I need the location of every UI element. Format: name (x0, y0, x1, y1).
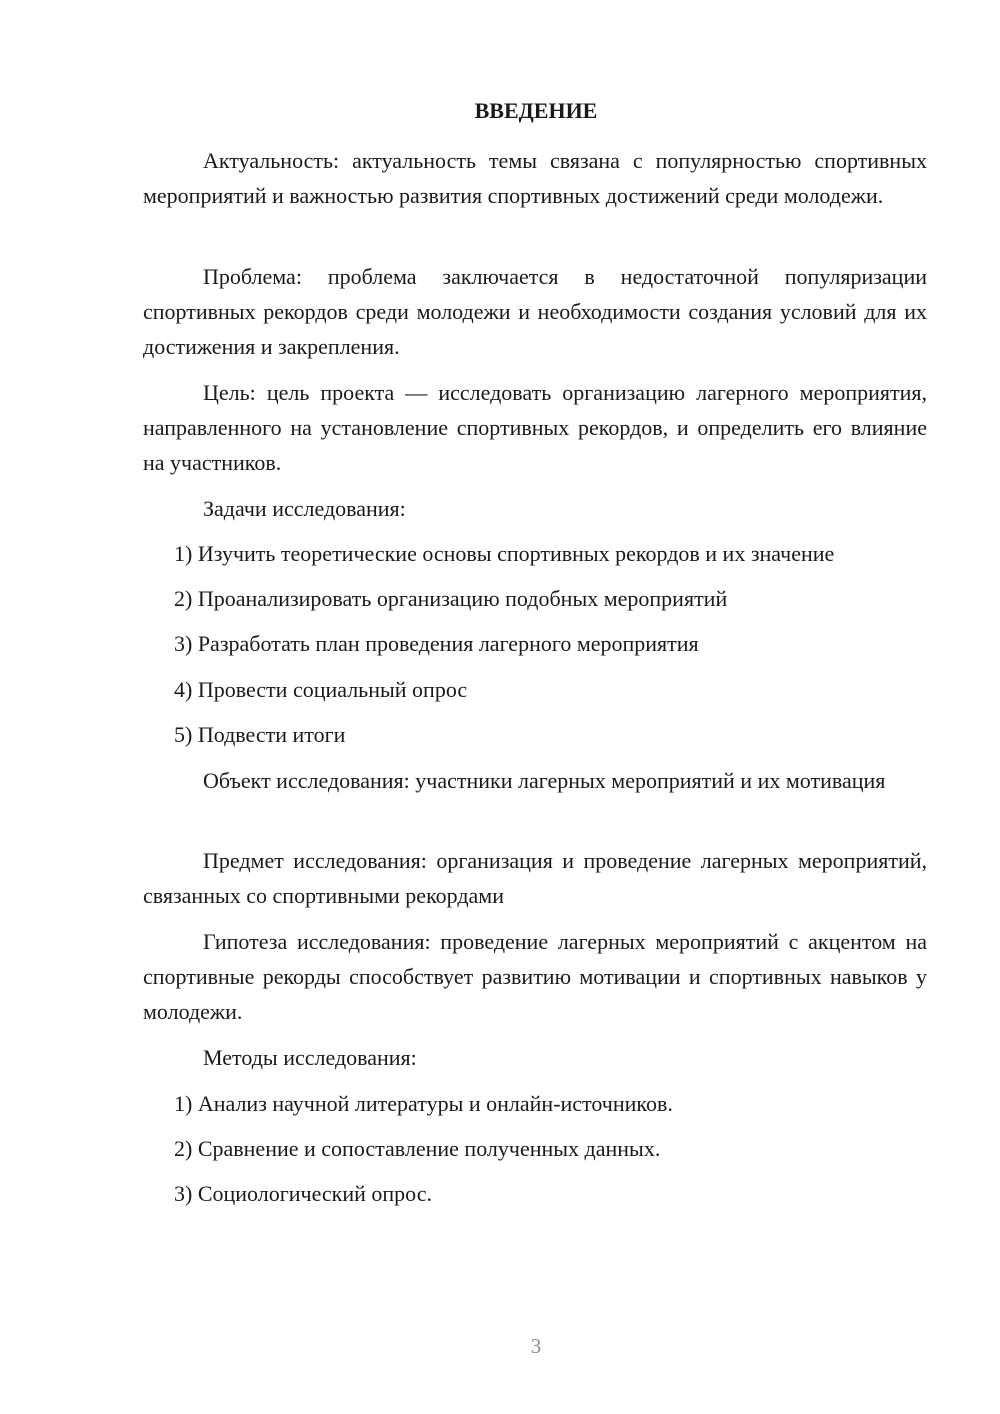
method-item: 3) Социологический опрос. (174, 1181, 432, 1206)
paragraph-methods-intro: Методы исследования: (203, 1045, 417, 1070)
task-item: 3) Разработать план проведения лагерного мероприятия (174, 631, 699, 656)
paragraph-goal: Цель: цель проекта — исследовать организацию лагерного мероприятия, направленного на установление спортивных рекордов, и определить его влияние на участников. (143, 380, 927, 475)
page-number: 3 (530, 1334, 542, 1358)
paragraph-tasks-intro: Задачи исследования: (203, 496, 406, 521)
task-item: 1) Изучить теоретические основы спортивных рекордов и их значение (174, 541, 835, 566)
task-item: 4) Провести социальный опрос (174, 677, 468, 702)
paragraph-subject: Предмет исследования: организация и проведение лагерных мероприятий, связанных со спортивными рекордами (143, 848, 927, 908)
paragraph-object: Объект исследования: участники лагерных мероприятий и их мотивация (203, 768, 886, 793)
method-item: 2) Сравнение и сопоставление полученных данных. (174, 1136, 661, 1161)
task-item: 5) Подвести итоги (174, 722, 346, 747)
paragraph-relevance: Актуальность: актуальность темы связана с популярностью спортивных мероприятий и важностью развития спортивных достижений среди молодежи. (143, 148, 927, 208)
task-item: 2) Проанализировать организацию подобных мероприятий (174, 586, 728, 611)
method-item: 1) Анализ научной литературы и онлайн-источников. (174, 1091, 673, 1116)
section-heading: ВВЕДЕНИЕ (474, 98, 598, 123)
paragraph-problem: Проблема: проблема заключается в недостаточной популяризации спортивных рекордов среди молодежи и необходимости создания условий для их достижения и закрепления. (143, 264, 927, 359)
paragraph-hypothesis: Гипотеза исследования: проведение лагерных мероприятий с акцентом на спортивные рекорды способствует развитию мотивации и спортивных навыков у молодежи. (143, 929, 927, 1024)
